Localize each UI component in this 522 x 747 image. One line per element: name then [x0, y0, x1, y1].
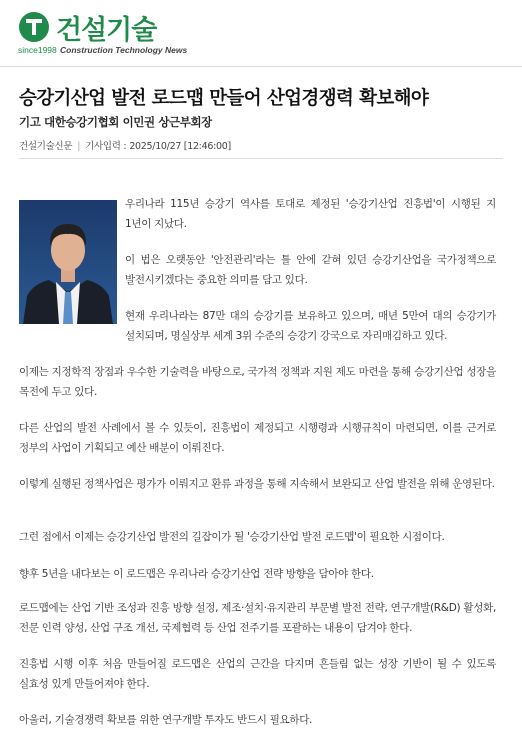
article-paragraph: 로드맵에는 산업 기반 조성과 진흥 방향 설정, 제조·설치·유지관리 부문별 발전 전략, 연구개발(R&D) 활성화, 전문 인력 양성, 산업 구조 개선, 국제협력 등 산업 전주기를 포괄하는 내용이 담겨야 한다. [19, 602, 496, 634]
article-subhead: 기고 대한승강기협회 이민권 상근부회장 [19, 115, 212, 129]
article-paragraph: 현재 우리나라는 87만 대의 승강기를 보유하고 있으며, 매년 5만여 대의 승강기가 설치되며, 명실상부 세계 3위 수준의 승강기 강국으로 자리매김하고 있다. [125, 310, 496, 342]
author-portrait [19, 200, 117, 324]
article-paragraph: 다른 산업의 발전 사례에서 볼 수 있듯이, 진흥법이 제정되고 시행령과 시행규칙이 마련되면, 이를 근거로 정부의 사업이 기획되고 예산 배분이 이뤄진다. [19, 422, 496, 454]
article-paragraph: 향후 5년을 내다보는 이 로드맵은 우리나라 승강기산업 전략 방향을 담아야 한다. [19, 568, 374, 580]
meta-date-value: 2025/10/27 [12:46:00] [129, 141, 231, 152]
logo-tagline: Construction Technology News [60, 45, 188, 55]
article-paragraph: 진흥법 시행 이후 처음 만들어질 로드맵은 산업의 근간을 다지며 흔들림 없는 성장 기반이 될 수 있도록 실효성 있게 만들어져야 한다. [19, 658, 496, 690]
article-paragraph: 우리나라 115년 승강기 역사를 토대로 제정된 '승강기산업 진흥법'이 시행된 지 1년이 지났다. [125, 198, 496, 230]
meta-separator: | [77, 141, 81, 152]
article-headline: 승강기산업 발전 로드맵 만들어 산업경쟁력 확보해야 [19, 88, 429, 109]
article-paragraph: 이제는 지정학적 장점과 우수한 기술력을 바탕으로, 국가적 정책과 지원 제도 마련을 통해 승강기산업 성장을 목전에 두고 있다. [19, 366, 496, 398]
logo-wordmark: 건설기술 [56, 15, 157, 46]
masthead-logo[interactable] [18, 9, 218, 55]
meta-date-label: 기사입력 : [85, 141, 127, 152]
logo-emblem-icon [18, 11, 50, 43]
article-paragraph: 그런 점에서 이제는 승강기산업 발전의 길잡이가 될 '승강기산업 발전 로드맵'이 필요한 시점이다. [19, 531, 445, 543]
article-meta [19, 138, 231, 152]
article-paragraph: 이렇게 실행된 정책사업은 평가가 이뤄지고 환류 과정을 통해 지속해서 보완되고 산업 발전을 위해 운영된다. [19, 478, 495, 490]
logo-since: since1998 [18, 45, 57, 55]
meta-source: 건설기술신문 [19, 141, 73, 152]
header-divider [0, 66, 522, 67]
meta-divider [19, 158, 503, 159]
article-paragraph: 이 법은 오랫동안 '안전관리'라는 틀 안에 갇혀 있던 승강기산업을 국가정책으로 발전시키겠다는 중요한 의미를 담고 있다. [125, 254, 496, 286]
article-paragraph: 아울러, 기술경쟁력 확보를 위한 연구개발 투자도 반드시 필요하다. [19, 714, 313, 726]
